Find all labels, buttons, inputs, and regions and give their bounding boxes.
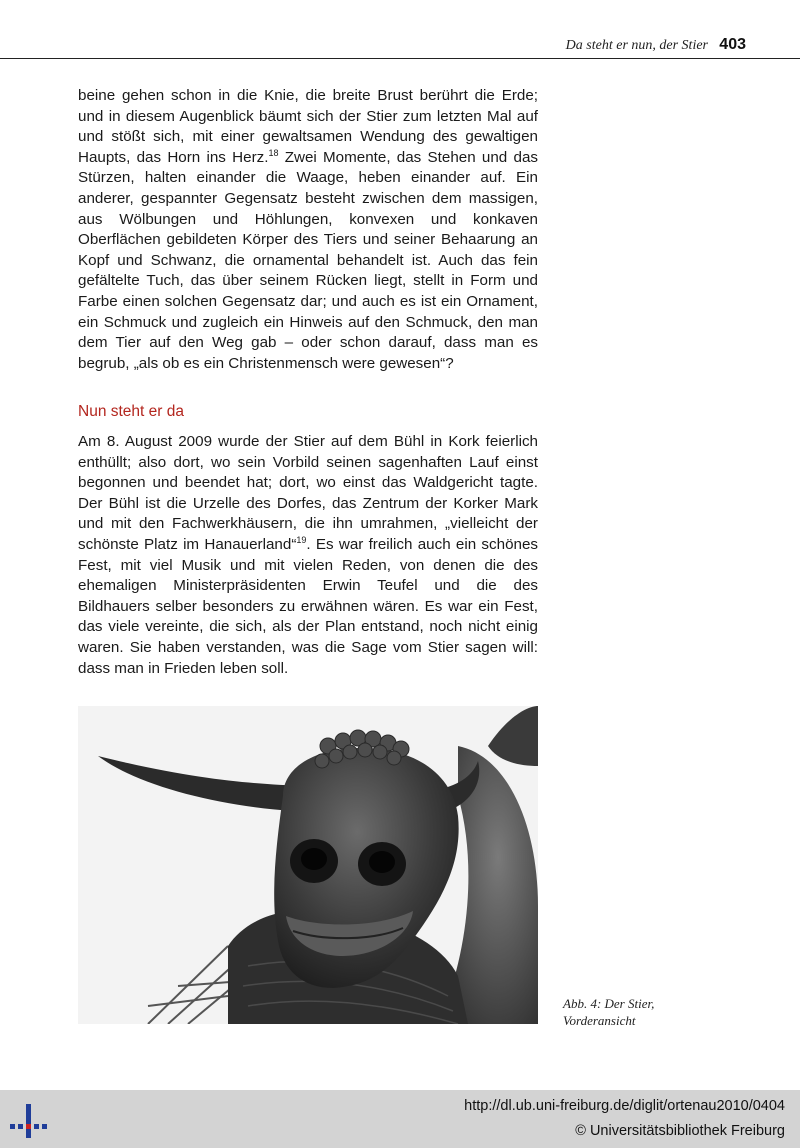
bull-sculpture-photo [78, 706, 538, 1024]
paragraph-2-text-a: Am 8. August 2009 wurde der Stier auf dem Bühl in Kork feierlich enthüllt; also dort, wo sein Vorbild seinen sagenhaften Lauf einst begonnen und beendet hat; dort, wo einst das Waldgericht tagte. Der Bühl ist die Urzelle des Dorfes, das Zentrum der Korker Mark und mit den Fachwerkhäusern, die ihn umrahmen, „vielleicht der schönste Platz im Hanauerland“ [78, 433, 538, 553]
running-header [0, 36, 800, 59]
footer-bar [0, 1090, 800, 1148]
paragraph-2 [78, 432, 538, 679]
paragraph-1 [78, 86, 538, 374]
footnote-ref-18[interactable]: 18 [268, 147, 279, 158]
paragraph-2-text-b: . Es war freilich auch ein schönes Fest, mit viel Musik und mit vielen Reden, von denen die des ehemaligen Ministerpräsidenten Erwin Teufel und die des Bildhauers selber besonders zu erwähnen wären. Es war ein Fest, das viele vereinte, die sich, als der Plan entstand, noch nicht einig waren. Sie haben verstanden, was die Sage vom Stier sagen will: dass man in Frieden leben soll. [78, 535, 538, 677]
footer-url-link[interactable]: http://dl.ub.uni-freiburg.de/diglit/ortenau2010/0404 [464, 1098, 785, 1114]
paragraph-1-text-a: beine gehen schon in die Knie, die breite Brust berührt die Erde; und in diesem Augenblick bäumt sich der Stier zum letzten Mal auf und stößt sich, mit einer gewaltsamen Wendung des gewaltigen Haupts, das Horn ins Herz. [78, 87, 538, 166]
figure-caption [563, 995, 713, 1029]
caption-line-1: Abb. 4: Der Stier, [563, 996, 655, 1011]
footnote-ref-19[interactable]: 19 [296, 534, 307, 545]
section-heading: Nun steht er da [78, 403, 184, 420]
page-number: 403 [719, 36, 746, 53]
caption-line-2: Vorderansicht [563, 1013, 636, 1028]
ub-freiburg-logo-icon[interactable] [10, 1100, 50, 1142]
running-title: Da steht er nun, der Stier [565, 38, 708, 53]
bull-photo-illustration [78, 706, 538, 1024]
paragraph-1-text-b: Zwei Momente, das Stehen und das Stürzen, halten einander die Waage, heben einander auf. Ein anderer, gespannter Gegensatz besteht zwischen dem massigen, aus Wölbungen und Höhlungen, konvexen und konkaven Oberflächen gebildeten Körper des Tiers und seiner Behaarung an Kopf und Schwanz, die ornamental behandelt ist. Auch das fein gefältelte Tuch, das über seinem Rücken liegt, stellt in Form und Farbe einen solchen Gegensatz dar; und auch es ist ein Ornament, ein Schmuck und zugleich ein Hinweis auf den Schmuck, den man dem Tier auf den Weg gab – oder schon darauf, dass man es begrub, „als ob es ein Christenmensch were gewesen“? [78, 148, 538, 372]
footer-copyright: © Universitätsbibliothek Freiburg [575, 1123, 785, 1139]
